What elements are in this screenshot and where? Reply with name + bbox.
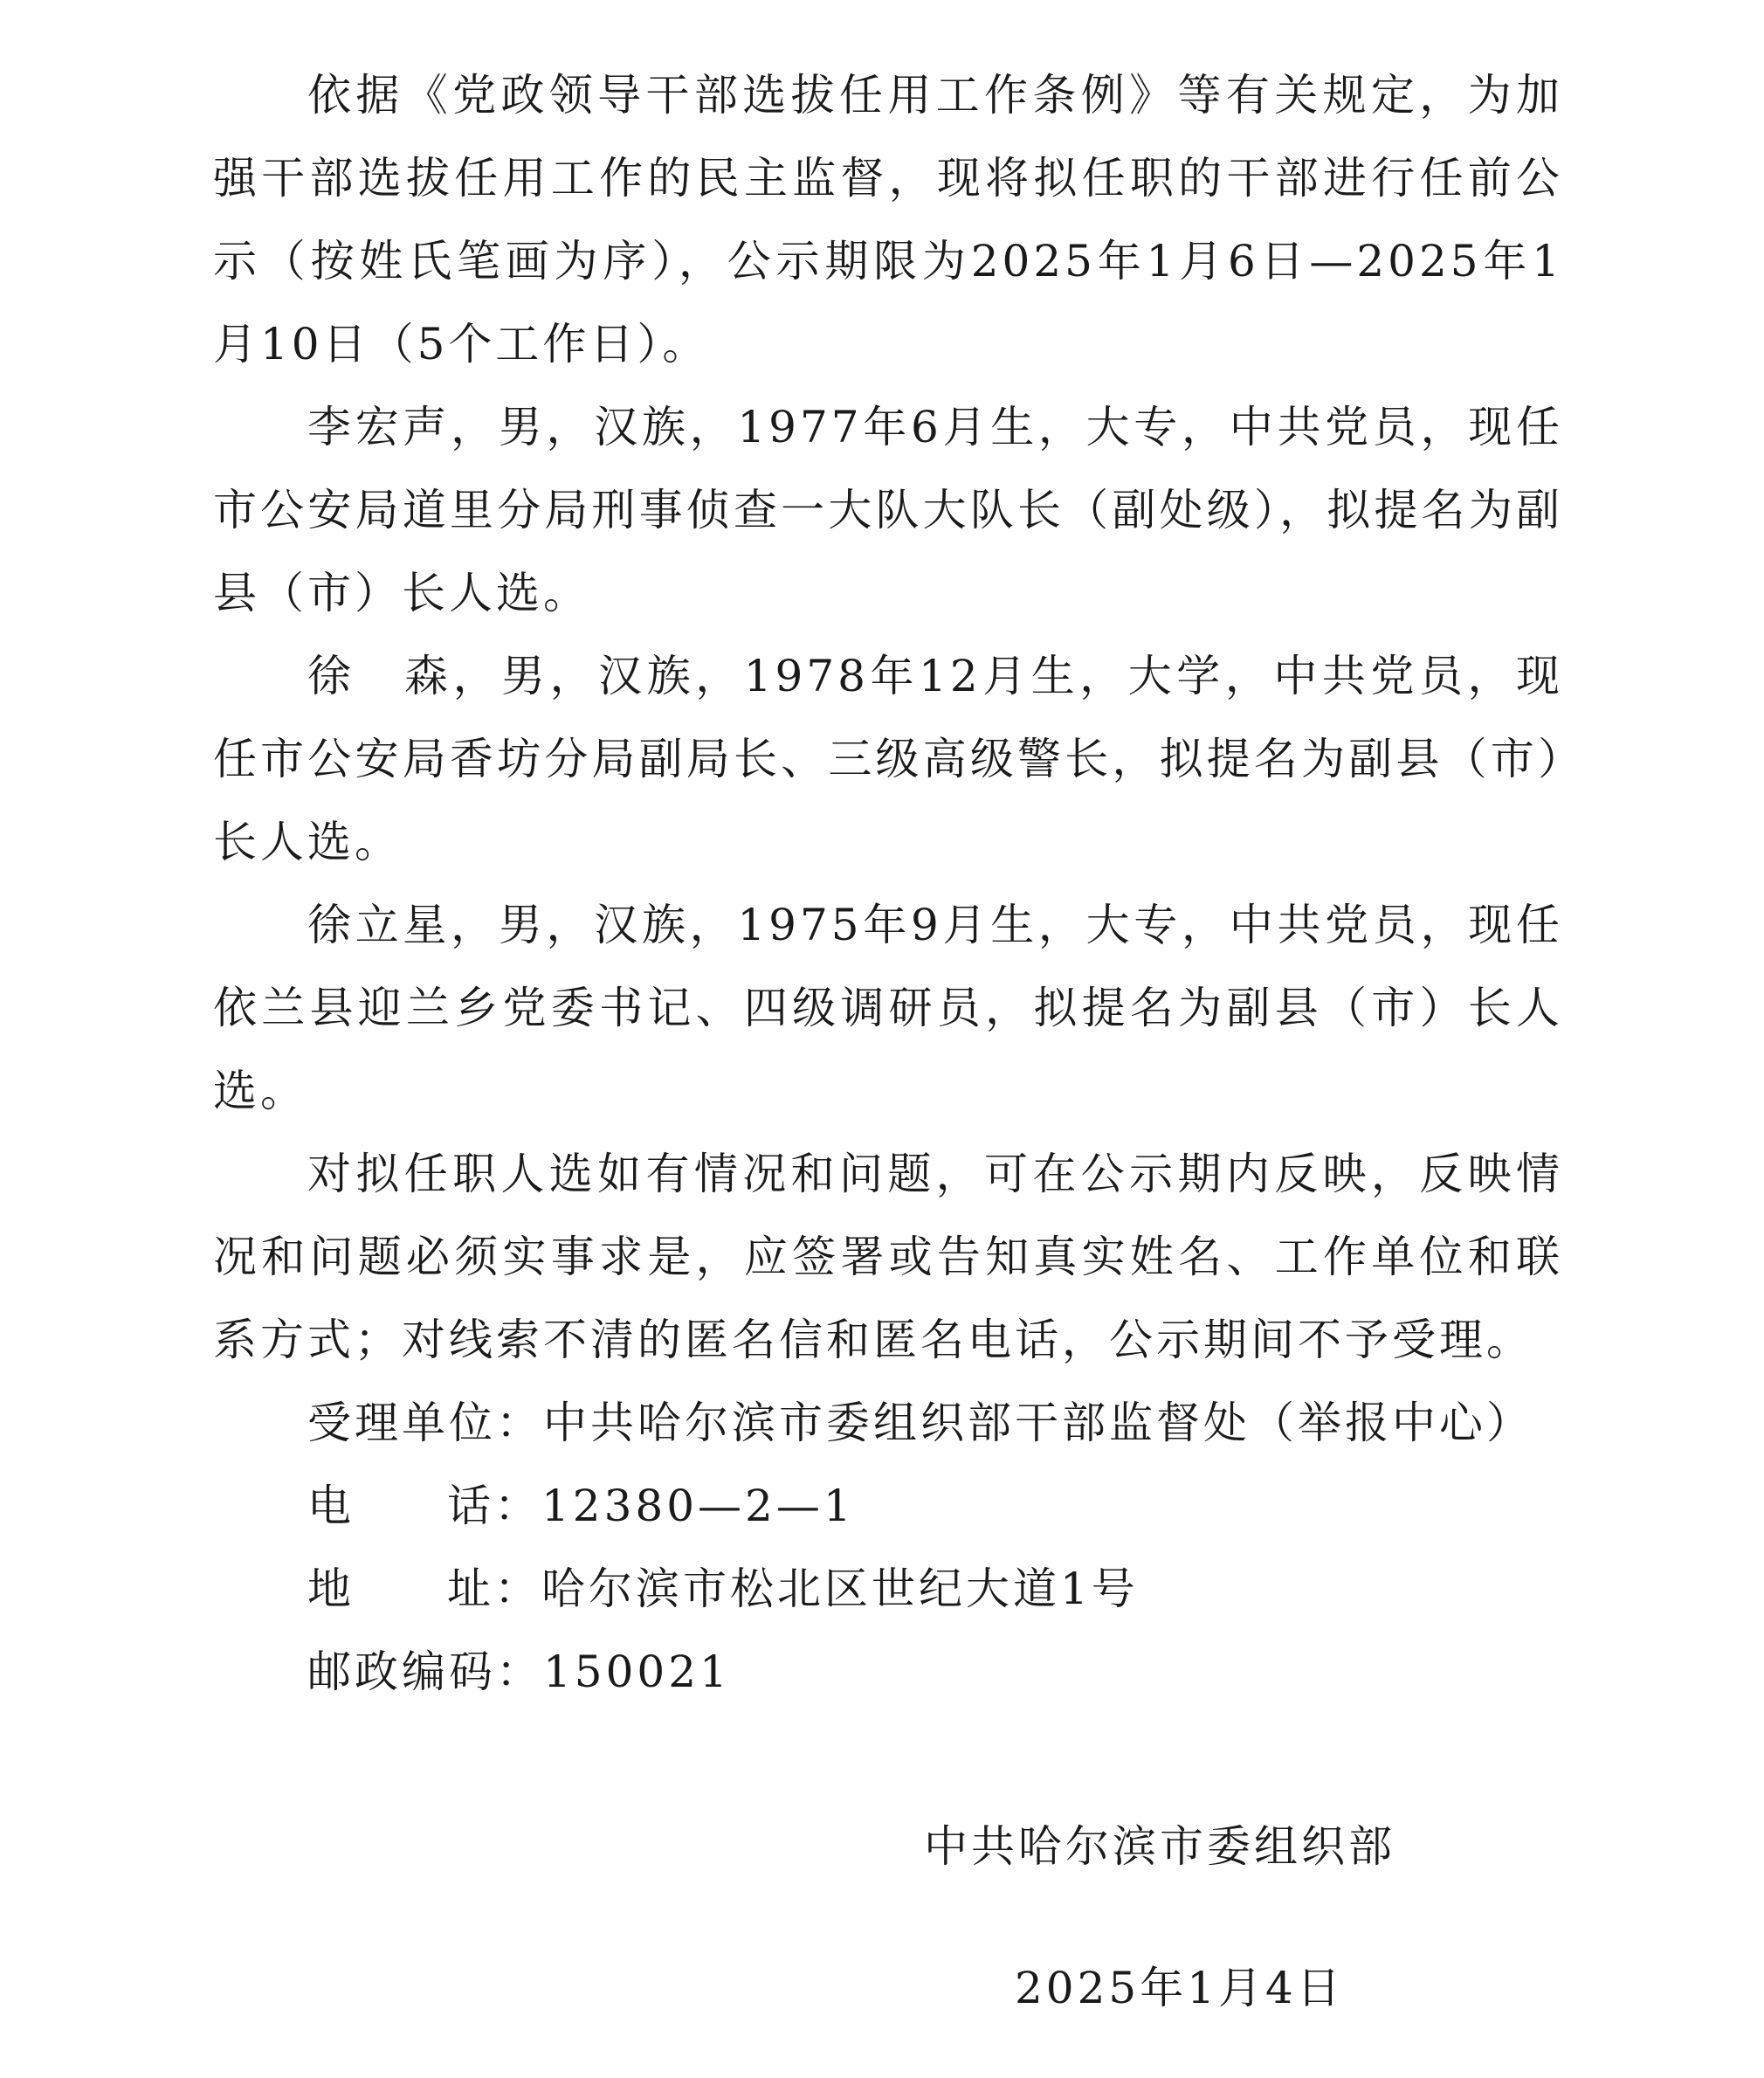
contact-address-line (213, 1548, 1563, 1631)
contact-postcode-line (213, 1631, 1563, 1714)
contact-phone-label: 电 话： (307, 1481, 541, 1531)
contact-phone-value: 12380—2—1 (541, 1481, 855, 1531)
signature-organization: 中共哈尔滨市委组织部 (924, 1821, 1395, 1872)
intro-paragraph: 依据《党政领导干部选拔任用工作条例》等有关规定，为加强干部选拔任用工作的民主监督，现将拟任职的干部进行任前公示（按姓氏笔画为序），公示期限为2025年1月6日—2025年1月10日（5个工作日）。 (213, 70, 1563, 369)
contact-unit-label: 受理单位： (307, 1398, 543, 1448)
candidate-paragraph-xu-sen: 徐 森，男，汉族，1978年12月生，大学，中共党员，现任市公安局香坊分局副局长、三级高级警长，拟提名为副县（市）长人选。 (213, 651, 1563, 867)
contact-address-value: 哈尔滨市松北区世纪大道1号 (541, 1564, 1139, 1614)
contact-unit-value: 中共哈尔滨市委组织部干部监督处（举报中心） (543, 1398, 1533, 1448)
signature-date: 2025年1月4日 (1015, 1963, 1344, 2013)
contact-address-label: 地 址： (307, 1564, 541, 1614)
candidate-paragraph-xu-lixing: 徐立星，男，汉族，1975年9月生，大专，中共党员，现任依兰县迎兰乡党委书记、四级调研员，拟提名为副县（市）长人选。 (213, 900, 1563, 1116)
notice-body (213, 54, 1563, 1714)
candidate-paragraph-li: 李宏声，男，汉族，1977年6月生，大专，中共党员，现任市公安局道里分局刑事侦查一大队大队长（副处级），拟提名为副县（市）长人选。 (213, 402, 1563, 618)
contact-unit-line (213, 1382, 1563, 1465)
contact-postcode-label: 邮政编码： (307, 1647, 543, 1697)
contact-phone-line (213, 1465, 1563, 1548)
feedback-paragraph: 对拟任职人选如有情况和问题，可在公示期内反映，反映情况和问题必须实事求是，应签署或告知真实姓名、工作单位和联系方式；对线索不清的匿名信和匿名电话，公示期间不予受理。 (213, 1149, 1563, 1365)
contact-postcode-value: 150021 (543, 1647, 731, 1697)
